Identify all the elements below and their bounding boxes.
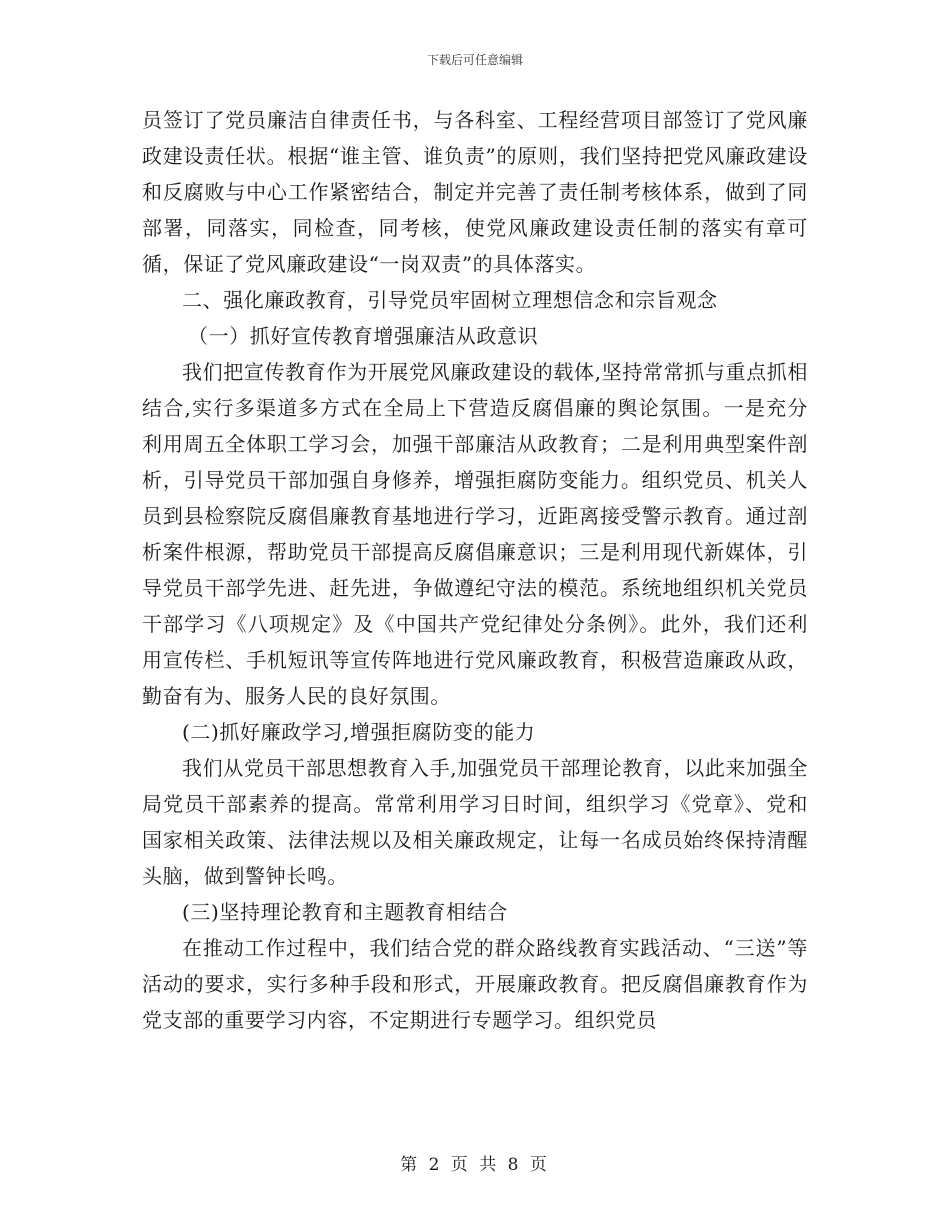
document-body (142, 102, 808, 1038)
page-header: 下载后可任意编辑 (426, 53, 523, 67)
page-footer: 第 2 页 共 8 页 (400, 1155, 550, 1175)
section-heading: 二、强化廉政教育，引导党员牢固树立理想信念和宗旨观念 (182, 288, 718, 312)
paragraph: 我们从党员干部思想教育入手,加强党员干部理论教育，以此来加强全局党员干部素养的提高。常常利用学习日时间，组织学习《党章》、党和国家相关政策、法律法规以及相关廉政规定，让每一名成员始终保持清醒头脑，做到警钟长鸣。 (142, 756, 808, 888)
paragraph-continuation: 员签订了党员廉洁自律责任书，与各科室、工程经营项目部签订了党风廉政建设责任状。根据“谁主管、谁负责”的原则，我们坚持把党风廉政建设和反腐败与中心工作紧密结合，制定并完善了责任制考核体系，做到了同部署，同落实，同检查，同考核，使党风廉政建设责任制的落实有章可循，保证了党风廉政建设“一岗双责”的具体落实。 (142, 108, 808, 276)
paragraph: 我们把宣传教育作为开展党风廉政建设的载体,坚持常常抓与重点抓相结合,实行多渠道多方式在全局上下营造反腐倡廉的舆论氛围。一是充分利用周五全体职工学习会，加强干部廉洁从政教育；二是利用典型案件剖析，引导党员干部加强自身修养，增强拒腐防变能力。组织党员、机关人员到县检察院反腐倡廉教育基地进行学习，近距离接受警示教育。通过剖析案件根源，帮助党员干部提高反腐倡廉意识；三是利用现代新媒体，引导党员干部学先进、赶先进，争做遵纪守法的模范。系统地组织机关党员干部学习《八项规定》及《中国共产党纪律处分条例》。此外，我们还利用宣传栏、手机短讯等宣传阵地进行党风廉政教育，积极营造廉政从政，勤奋有为、服务人民的良好氛围。 (142, 360, 808, 708)
paragraph: 在推动工作过程中，我们结合党的群众路线教育实践活动、“三送”等活动的要求，实行多种手段和形式，开展廉政教育。把反腐倡廉教育作为党支部的重要学习内容，不定期进行专题学习。组织党员 (142, 936, 808, 1032)
subsection-heading: (二)抓好廉政学习,增强拒腐防变的能力 (182, 720, 536, 744)
subsection-heading: （一）抓好宣传教育增强廉洁从政意识 (188, 324, 539, 348)
subsection-heading: (三)坚持理论教育和主题教育相结合 (182, 900, 508, 924)
